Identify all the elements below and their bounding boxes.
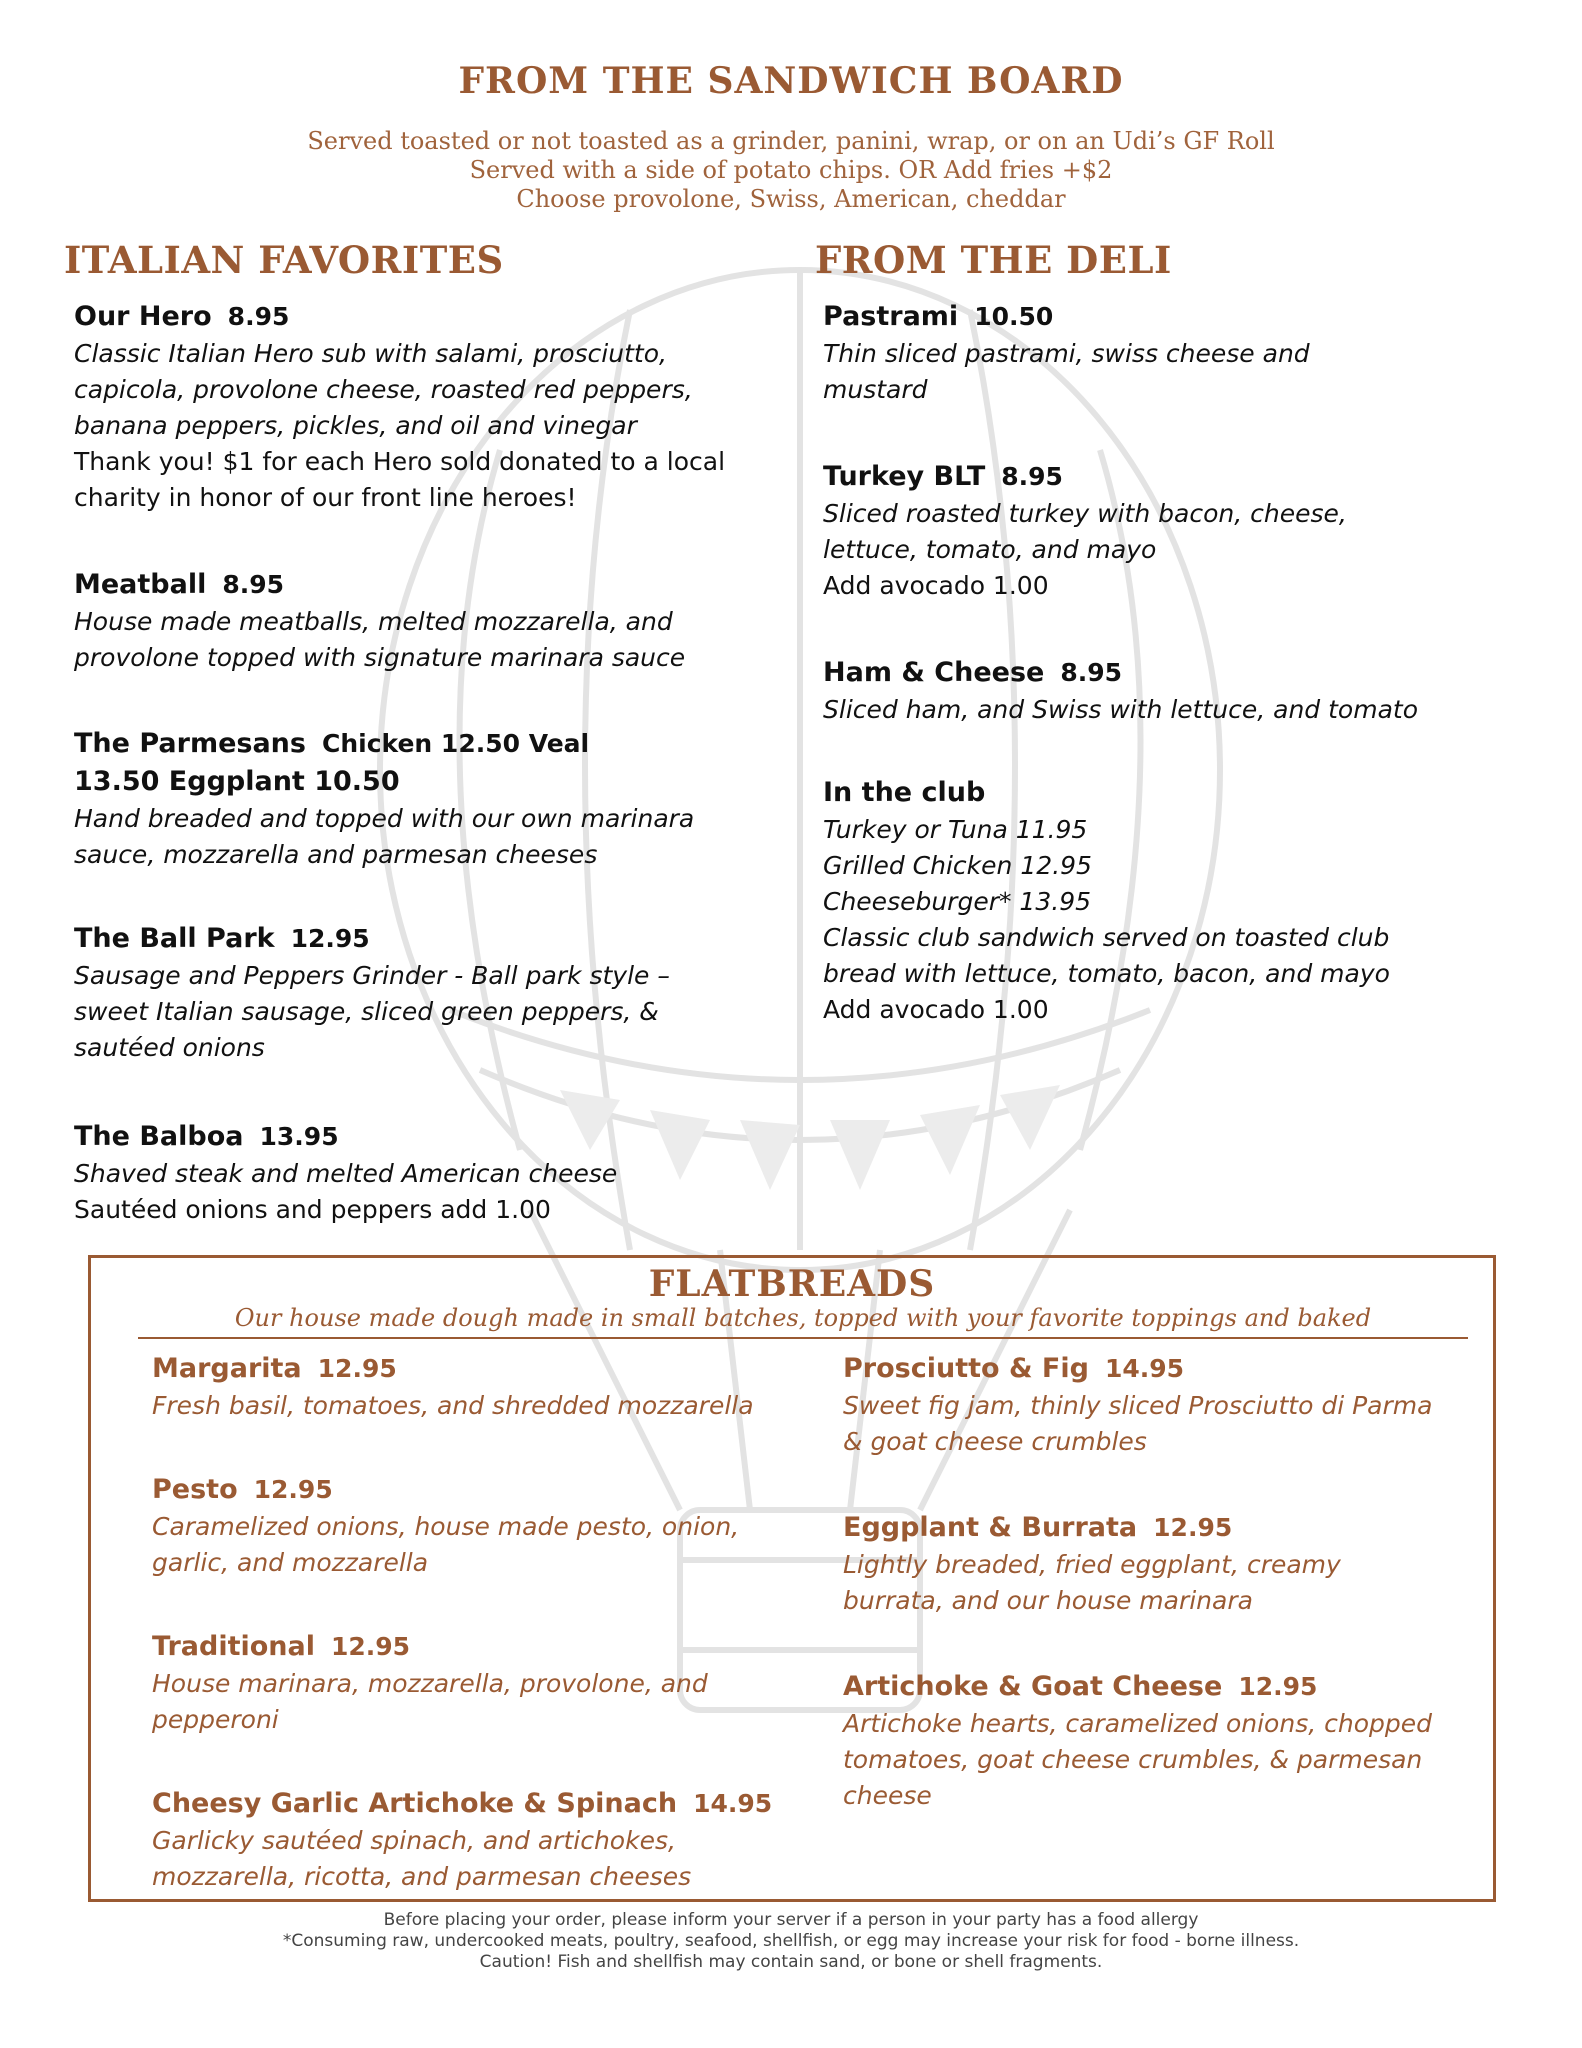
header-notes bbox=[0, 127, 1582, 214]
item-note: Sautéed onions and peppers add 1.00 bbox=[74, 1195, 551, 1224]
section-subtitle: Our house made dough made in small batches, topped with your favorite toppings and baked bbox=[234, 1304, 1372, 1332]
item-name: Artichoke & Goat Cheese bbox=[843, 1671, 1223, 1702]
flatbread-item bbox=[843, 1668, 1503, 1814]
item-price: Chicken 12.50 Veal bbox=[321, 729, 590, 758]
section-title: FROM THE DELI bbox=[815, 238, 1172, 282]
flatbread-item bbox=[152, 1471, 812, 1581]
item-description: Sliced ham, and Swiss with lettuce, and tomato bbox=[823, 695, 1418, 724]
item-description: sauce, mozzarella and parmesan cheeses bbox=[74, 840, 598, 869]
item-description: capicola, provolone cheese, roasted red peppers, bbox=[74, 375, 693, 404]
flatbread-item bbox=[152, 1785, 872, 1895]
item-note: Add avocado 1.00 bbox=[823, 571, 1049, 600]
item-description: Garlicky sautéed spinach, and artichokes, bbox=[152, 1826, 676, 1855]
italian-favorites-section bbox=[64, 238, 784, 1224]
footer-line: Caution! Fish and shellfish may contain sand, or bone or shell fragments. bbox=[479, 1952, 1103, 1972]
flatbread-item bbox=[152, 1628, 812, 1738]
item-description: House made meatballs, melted mozzarella, and bbox=[74, 607, 673, 636]
item-price: 12.95 bbox=[317, 1354, 397, 1383]
item-price: 12.95 bbox=[253, 1475, 333, 1504]
footer-line: *Consuming raw, undercooked meats, poultry, seafood, shellfish, or egg may increase your risk for food - borne illness. bbox=[282, 1931, 1300, 1951]
item-description: Hand breaded and topped with our own marinara bbox=[74, 804, 695, 833]
footer-line: Before placing your order, please inform your server if a person in your party has a food allergy bbox=[383, 1910, 1199, 1930]
item-price: 12.95 bbox=[290, 924, 370, 953]
item-note: Add avocado 1.00 bbox=[823, 995, 1049, 1024]
item-description: mozzarella, ricotta, and parmesan cheeses bbox=[152, 1862, 692, 1891]
item-description: Turkey or Tuna 11.95 bbox=[823, 815, 1088, 844]
item-description: & goat cheese crumbles bbox=[843, 1427, 1147, 1456]
header-note: Choose provolone, Swiss, American, cheddar bbox=[516, 185, 1066, 213]
item-description: Grilled Chicken 12.95 bbox=[823, 851, 1092, 880]
item-name: Pesto bbox=[152, 1474, 238, 1505]
item-name: The Parmesans bbox=[74, 728, 306, 759]
item-name: Ham & Cheese bbox=[823, 657, 1045, 688]
item-note: Thank you! $1 for each Hero sold donated to a local bbox=[74, 447, 726, 476]
item-name: Turkey BLT bbox=[823, 461, 986, 492]
item-name: Meatball bbox=[74, 569, 207, 600]
item-price: 13.95 bbox=[259, 1122, 339, 1151]
item-price: 8.95 bbox=[222, 570, 285, 599]
item-description: Caramelized onions, house made pesto, onion, bbox=[152, 1512, 740, 1541]
item-price: 8.95 bbox=[227, 302, 290, 331]
menu-item bbox=[823, 654, 1543, 728]
allergy-disclaimer bbox=[0, 1910, 1582, 1973]
item-price: 12.95 bbox=[1153, 1513, 1233, 1542]
item-description: House marinara, mozzarella, provolone, and bbox=[152, 1669, 708, 1698]
item-description: Cheeseburger* 13.95 bbox=[823, 887, 1092, 916]
item-price: 13.50 Eggplant 10.50 bbox=[74, 766, 400, 797]
item-name: Cheesy Garlic Artichoke & Spinach bbox=[152, 1788, 678, 1819]
item-description: banana peppers, pickles, and oil and vinegar bbox=[74, 411, 637, 440]
menu-item bbox=[823, 298, 1543, 408]
item-description: Fresh basil, tomatoes, and shredded mozzarella bbox=[152, 1391, 754, 1420]
item-price: 10.50 bbox=[974, 302, 1054, 331]
item-description: bread with lettuce, tomato, bacon, and mayo bbox=[823, 959, 1390, 988]
item-description: burrata, and our house marinara bbox=[843, 1586, 1253, 1615]
item-name: Eggplant & Burrata bbox=[843, 1512, 1138, 1543]
item-price: 14.95 bbox=[1104, 1354, 1185, 1383]
flatbread-item bbox=[843, 1350, 1503, 1460]
item-description: cheese bbox=[843, 1781, 932, 1810]
flatbread-item bbox=[152, 1350, 812, 1424]
item-name: Prosciutto & Fig bbox=[843, 1353, 1089, 1384]
section-title: FLATBREADS bbox=[648, 1263, 936, 1305]
menu-item bbox=[74, 298, 794, 516]
section-title: ITALIAN FAVORITES bbox=[64, 238, 504, 282]
item-name: Our Hero bbox=[74, 301, 212, 332]
item-description: mustard bbox=[823, 375, 928, 404]
item-name: In the club bbox=[823, 777, 986, 808]
deli-section bbox=[815, 238, 1515, 1024]
item-description: Sliced roasted turkey with bacon, cheese, bbox=[823, 499, 1347, 528]
header-note: Served with a side of potato chips. OR Add fries +$2 bbox=[469, 156, 1113, 184]
item-description: lettuce, tomato, and mayo bbox=[823, 535, 1157, 564]
item-description: sweet Italian sausage, sliced green peppers, & bbox=[74, 997, 659, 1026]
item-price: 14.95 bbox=[693, 1789, 773, 1818]
item-description: sautéed onions bbox=[74, 1033, 265, 1062]
item-name: Pastrami bbox=[823, 301, 959, 332]
item-description: Sweet fig jam, thinly sliced Prosciutto di Parma bbox=[843, 1391, 1433, 1420]
menu-item bbox=[74, 920, 794, 1066]
item-name: The Ball Park bbox=[74, 923, 275, 954]
item-name: Traditional bbox=[152, 1631, 315, 1662]
item-description: garlic, and mozzarella bbox=[152, 1548, 429, 1577]
item-name: Margarita bbox=[152, 1353, 302, 1384]
menu-item bbox=[823, 458, 1543, 604]
menu-item bbox=[74, 1118, 794, 1228]
item-description: Artichoke hearts, caramelized onions, chopped bbox=[843, 1709, 1432, 1738]
item-description: Classic Italian Hero sub with salami, prosciutto, bbox=[74, 339, 667, 368]
page-title: FROM THE SANDWICH BOARD bbox=[458, 60, 1124, 102]
item-description: Lightly breaded, fried eggplant, creamy bbox=[843, 1550, 1341, 1579]
item-price: 12.95 bbox=[330, 1632, 411, 1661]
item-description: Thin sliced pastrami, swiss cheese and bbox=[823, 339, 1310, 368]
item-description: Classic club sandwich served on toasted club bbox=[823, 923, 1390, 952]
item-description: tomatoes, goat cheese crumbles, & parmesan bbox=[843, 1745, 1423, 1774]
menu-item bbox=[74, 566, 794, 676]
flatbread-item bbox=[843, 1509, 1503, 1619]
header-note: Served toasted or not toasted as a grinder, panini, wrap, or on an Udi’s GF Roll bbox=[307, 127, 1275, 155]
item-price: 8.95 bbox=[1001, 462, 1063, 491]
item-price: 8.95 bbox=[1060, 658, 1123, 687]
divider bbox=[138, 1337, 1468, 1339]
item-description: Shaved steak and melted American cheese bbox=[74, 1159, 618, 1188]
item-price: 12.95 bbox=[1238, 1672, 1318, 1701]
item-note: charity in honor of our front line heroes! bbox=[74, 483, 577, 512]
item-description: pepperoni bbox=[152, 1705, 279, 1734]
item-description: Sausage and Peppers Grinder - Ball park style – bbox=[74, 961, 670, 990]
item-description: provolone topped with signature marinara sauce bbox=[74, 643, 686, 672]
menu-item bbox=[74, 725, 794, 873]
item-name: The Balboa bbox=[74, 1121, 244, 1152]
menu-item bbox=[823, 774, 1543, 1028]
